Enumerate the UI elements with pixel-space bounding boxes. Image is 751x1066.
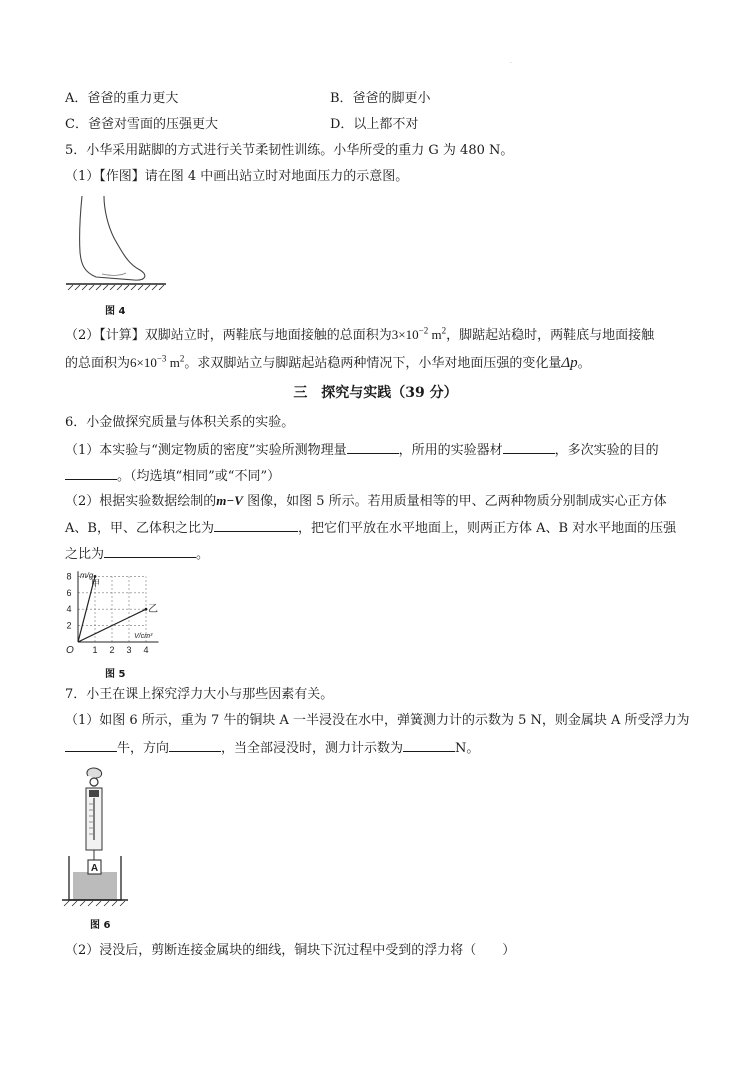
q6-part2-line2: A、B，甲、乙体积之比为 ，把它们平放在水平地面上，则两正方体 A、B 对水平地面的压强 (65, 518, 676, 538)
answer-blank[interactable] (65, 738, 117, 752)
answer-blank[interactable] (169, 738, 221, 752)
figure-4-foot (64, 194, 169, 294)
block-a-label: A (90, 863, 99, 874)
data-point (94, 575, 97, 578)
y-tick-label: 4 (66, 604, 72, 615)
figure-5-label: 图 5 (105, 669, 126, 680)
option-c: C．爸爸对雪面的压强更大 (65, 117, 218, 132)
page-mark: · (510, 60, 512, 67)
q5-part2-line1: （2）【计算】双脚站立时，两鞋底与地面接触的总面积为$3\times 10^{-2}$ $m^2$，脚踮起站稳时，两鞋底与地面接触 (65, 325, 655, 343)
x-tick-label: 1 (92, 645, 98, 655)
figure-6-label: 图 6 (90, 920, 111, 931)
series-label-yi: 乙 (148, 604, 158, 616)
origin-label: O (66, 645, 74, 656)
q6-stem: 6．小金做探究质量与体积关系的实验。 (65, 415, 295, 430)
option-a: A．爸爸的重力更大 (65, 91, 179, 106)
x-tick-label: 2 (109, 645, 115, 655)
option-d: D．以上都不对 (330, 117, 419, 132)
answer-blank[interactable] (403, 738, 455, 752)
x-tick-label: 4 (143, 645, 149, 655)
q5-part2-line2: 的总面积为$6\times 10^{-3}$ $m^2$。求双脚站立与脚踮起站稳两种情况下，小华对地面压强的变化量Δp。 (65, 353, 591, 371)
x-tick-label: 3 (126, 645, 132, 655)
q6-part1-line1: （1）本实验与“测定物质的密度”实验所测物理量 ，所用的实验器材 ，多次实验的目的 (65, 440, 659, 460)
q7-stem: 7．小王在课上探究浮力大小与那些因素有关。 (65, 687, 334, 702)
q7-part2: （2）浸没后，剪断连接金属块的细线，铜块下沉过程中受到的浮力将（ ） (65, 943, 516, 958)
answer-blank[interactable] (503, 440, 555, 454)
answer-blank[interactable] (65, 466, 117, 480)
y-tick-label: 8 (66, 571, 72, 582)
data-point (145, 608, 148, 611)
option-b: B．爸爸的脚更小 (330, 91, 431, 106)
answer-blank[interactable] (347, 440, 399, 454)
series-label-jia: 甲 (91, 578, 101, 589)
figure-5-mv-chart (60, 570, 172, 660)
x-axis-label: V/cm³ (134, 632, 153, 640)
y-axis-label: m/g (80, 571, 94, 580)
y-tick-label: 6 (66, 587, 72, 598)
y-tick-label: 2 (66, 620, 72, 631)
answer-blank[interactable] (104, 544, 196, 558)
q6-part2-line3: 之比为 。 (65, 544, 209, 564)
section-3-title: 三 探究与实践（39 分） (293, 385, 458, 401)
figure-6-spring-scale (62, 766, 128, 908)
figure-4-label: 图 4 (105, 306, 126, 317)
q7-part1-line1: （1）如图 6 所示，重为 7 牛的铜块 A 一半浸没在水中，弹簧测力计的示数为 5 N，则金属块 A 所受浮力为 (65, 713, 690, 728)
q7-part1-line2: 牛，方向 ，当全部浸没时，测力计示数为 N。 (65, 738, 479, 758)
q6-part2-line1: （2）根据实验数据绘制的m−V 图像，如图 5 所示。若用质量相等的甲、乙两种物质分别制成实心正方体 (65, 493, 667, 509)
q5-part1: （1）【作图】请在图 4 中画出站立时对地面压力的示意图。 (65, 169, 409, 184)
answer-blank[interactable] (214, 518, 298, 532)
q5-stem: 5．小华采用踮脚的方式进行关节柔韧性训练。小华所受的重力 G 为 480 N。 (65, 143, 514, 158)
q6-part1-line2: 。（均选填“相同”或“不同”） (65, 466, 280, 486)
